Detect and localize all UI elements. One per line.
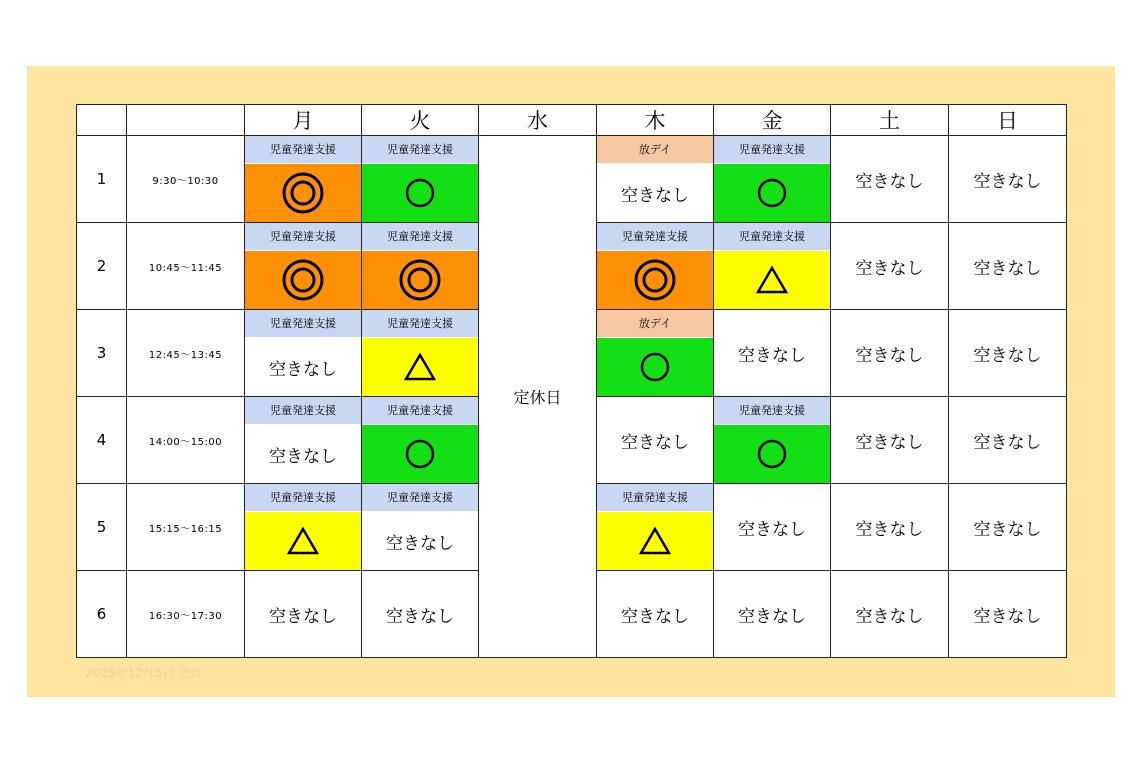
triangle-icon <box>756 265 788 295</box>
header-num-blank <box>77 105 127 136</box>
slot-mon-1 <box>245 136 362 223</box>
slot-mon-6: 空きなし <box>245 571 362 658</box>
slot-sun-6: 空きなし <box>949 571 1067 658</box>
updated-date: 2025年12月5日 更新 <box>85 666 203 680</box>
slot-sun-5: 空きなし <box>949 484 1067 571</box>
slot-sat-3: 空きなし <box>831 310 949 397</box>
table-row <box>77 136 1067 223</box>
slot-thu-2 <box>597 223 714 310</box>
service-label: 児童発達支援 <box>714 397 830 425</box>
service-label: 児童発達支援 <box>362 484 478 512</box>
triangle-mark <box>245 512 361 570</box>
circle-mark <box>714 164 830 222</box>
double-circle-mark <box>245 251 361 309</box>
service-label: 児童発達支援 <box>245 484 361 512</box>
slot-thu-6: 空きなし <box>597 571 714 658</box>
service-label: 児童発達支援 <box>597 223 713 251</box>
triangle-mark <box>362 338 478 396</box>
slot-thu-1 <box>597 136 714 223</box>
availability-table <box>76 104 1067 658</box>
slot-fri-4 <box>714 397 831 484</box>
circle-icon <box>404 438 436 470</box>
no-vacancy-text: 空きなし <box>245 338 361 396</box>
circle-icon <box>639 351 671 383</box>
service-label: 児童発達支援 <box>362 223 478 251</box>
slot-fri-3: 空きなし <box>714 310 831 397</box>
service-label: 児童発達支援 <box>362 397 478 425</box>
slot-tue-1 <box>362 136 479 223</box>
triangle-icon <box>404 352 436 382</box>
slot-sun-3: 空きなし <box>949 310 1067 397</box>
row-time: 10:45〜11:45 <box>127 223 245 310</box>
slot-tue-2 <box>362 223 479 310</box>
double-circle-icon <box>398 258 442 302</box>
row-time: 15:15〜16:15 <box>127 484 245 571</box>
double-circle-mark <box>597 251 713 309</box>
service-label: 児童発達支援 <box>245 397 361 425</box>
slot-tue-3 <box>362 310 479 397</box>
header-day-tue: 火 <box>362 105 479 136</box>
service-label: 児童発達支援 <box>714 136 830 164</box>
service-label: 放デイ <box>597 310 713 338</box>
wednesday-closed: 定休日 <box>479 136 597 658</box>
double-circle-icon <box>633 258 677 302</box>
slot-tue-4 <box>362 397 479 484</box>
row-time: 14:00〜15:00 <box>127 397 245 484</box>
slot-mon-2 <box>245 223 362 310</box>
no-vacancy-text: 空きなし <box>597 164 713 222</box>
header-day-sat: 土 <box>831 105 949 136</box>
service-label: 児童発達支援 <box>245 310 361 338</box>
slot-tue-6: 空きなし <box>362 571 479 658</box>
slot-mon-5 <box>245 484 362 571</box>
slot-fri-2 <box>714 223 831 310</box>
triangle-mark <box>597 512 713 570</box>
slot-sun-1: 空きなし <box>949 136 1067 223</box>
slot-thu-5 <box>597 484 714 571</box>
slot-mon-4 <box>245 397 362 484</box>
row-time: 16:30〜17:30 <box>127 571 245 658</box>
slot-thu-4: 空きなし <box>597 397 714 484</box>
double-circle-icon <box>281 171 325 215</box>
service-label: 児童発達支援 <box>245 136 361 164</box>
row-number: 6 <box>77 571 127 658</box>
service-label: 児童発達支援 <box>714 223 830 251</box>
circle-mark <box>597 338 713 396</box>
triangle-icon <box>639 526 671 556</box>
slot-fri-1 <box>714 136 831 223</box>
circle-mark <box>714 425 830 483</box>
header-row <box>77 105 1067 136</box>
service-label: 児童発達支援 <box>245 223 361 251</box>
service-label: 放デイ <box>597 136 713 164</box>
header-time-blank <box>127 105 245 136</box>
slot-fri-5: 空きなし <box>714 484 831 571</box>
header-day-mon: 月 <box>245 105 362 136</box>
service-label: 児童発達支援 <box>362 136 478 164</box>
service-label: 児童発達支援 <box>362 310 478 338</box>
slot-sat-5: 空きなし <box>831 484 949 571</box>
circle-mark <box>362 425 478 483</box>
circle-icon <box>756 438 788 470</box>
circle-mark <box>362 164 478 222</box>
double-circle-mark <box>362 251 478 309</box>
slot-sat-2: 空きなし <box>831 223 949 310</box>
row-number: 3 <box>77 310 127 397</box>
no-vacancy-text: 空きなし <box>245 425 361 483</box>
slot-tue-5 <box>362 484 479 571</box>
circle-icon <box>404 177 436 209</box>
double-circle-icon <box>281 258 325 302</box>
row-number: 1 <box>77 136 127 223</box>
slot-sun-2: 空きなし <box>949 223 1067 310</box>
slot-sat-1: 空きなし <box>831 136 949 223</box>
triangle-mark <box>714 251 830 309</box>
circle-icon <box>756 177 788 209</box>
row-number: 2 <box>77 223 127 310</box>
row-time: 9:30〜10:30 <box>127 136 245 223</box>
header-day-sun: 日 <box>949 105 1067 136</box>
header-day-thu: 木 <box>597 105 714 136</box>
slot-mon-3 <box>245 310 362 397</box>
slot-thu-3 <box>597 310 714 397</box>
slot-sun-4: 空きなし <box>949 397 1067 484</box>
service-label: 児童発達支援 <box>597 484 713 512</box>
no-vacancy-text: 空きなし <box>362 512 478 570</box>
header-day-wed: 水 <box>479 105 597 136</box>
slot-fri-6: 空きなし <box>714 571 831 658</box>
row-time: 12:45〜13:45 <box>127 310 245 397</box>
header-day-fri: 金 <box>714 105 831 136</box>
row-number: 4 <box>77 397 127 484</box>
double-circle-mark <box>245 164 361 222</box>
row-number: 5 <box>77 484 127 571</box>
slot-sat-6: 空きなし <box>831 571 949 658</box>
triangle-icon <box>287 526 319 556</box>
slot-sat-4: 空きなし <box>831 397 949 484</box>
